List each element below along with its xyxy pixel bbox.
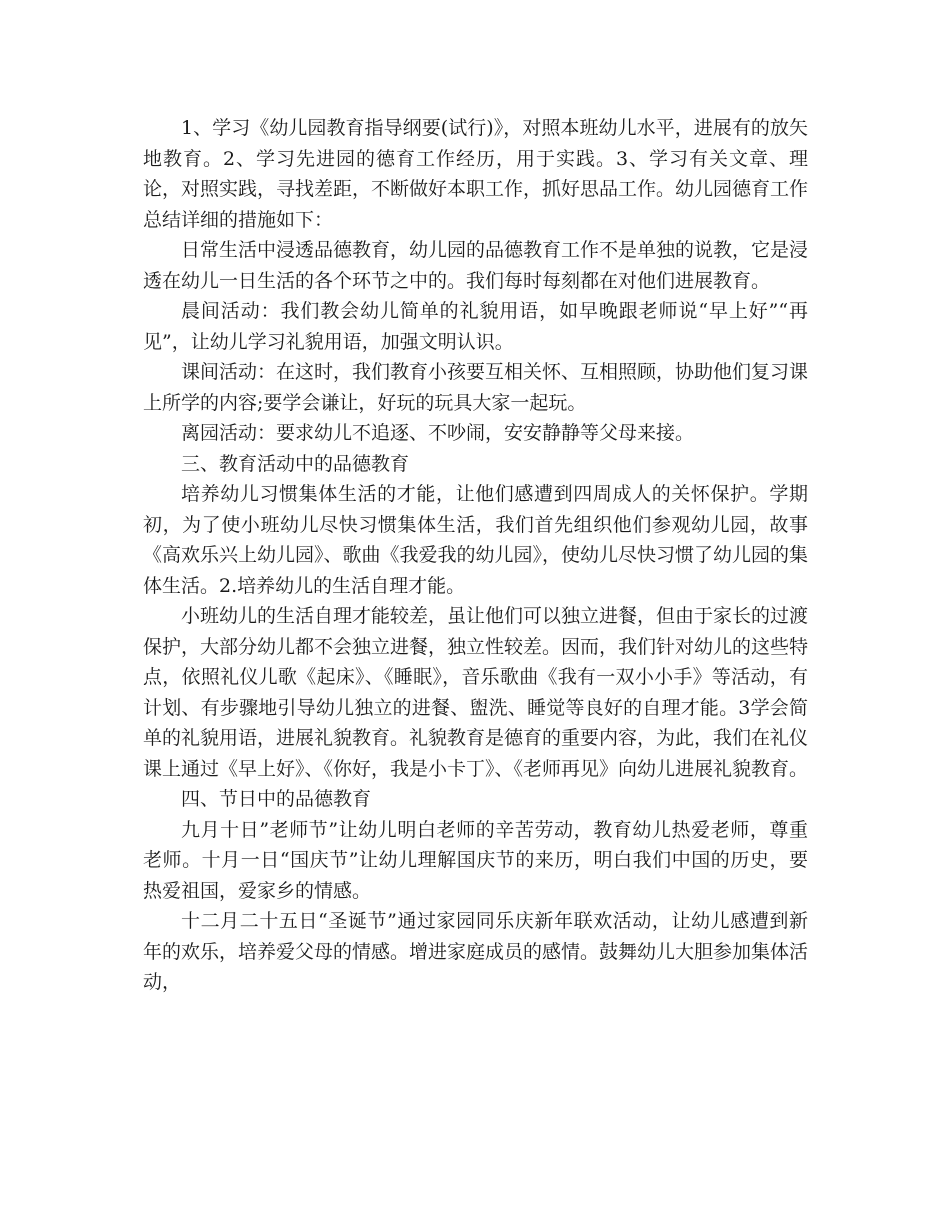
paragraph-collective-life: 培养幼儿习惯集体生活的才能，让他们感遭到四周成人的关怀保护。学期初，为了使小班幼儿尽快习惯集体生活，我们首先组织他们参观幼儿园，故事《高欢乐兴上幼儿园》、歌曲《我爱我的幼儿园》，使幼儿尽快习惯了幼儿园的集体生活。2.培养幼儿的生活自理才能。 xyxy=(143,483,809,597)
document-page xyxy=(143,113,808,998)
paragraph-teachers-day: 九月十日”老师节”让幼儿明白老师的辛苦劳动，教育幼儿热爱老师，尊重老师。十月一日“国庆节”让幼儿理解国庆节的来历，明白我们中国的历史，要热爱祖国，爱家乡的情感。 xyxy=(143,818,808,902)
paragraph-leaving-activity: 离园活动：要求幼儿不追逐、不吵闹，安安静静等父母来接。 xyxy=(181,422,695,444)
paragraph-study-measures: 1、学习《幼儿园教育指导纲要(试行)》，对照本班幼儿水平，进展有的放矢地教育。2、学习先进园的德育工作经历，用于实践。3、学习有关文章、理论，对照实践，寻找差距，不断做好本职工作，抓好思品工作。幼儿园德育工作总结详细的措施如下： xyxy=(143,117,809,231)
paragraph-morning-activity: 晨间活动：我们教会幼儿简单的礼貌用语，如早晚跟老师说“早上好”“再见”，让幼儿学习礼貌用语，加强文明认识。 xyxy=(143,300,808,353)
paragraph-daily-life: 日常生活中浸透品德教育，幼儿园的品德教育工作不是单独的说教，它是浸透在幼儿一日生活的各个环节之中的。我们每时每刻都在对他们进展教育。 xyxy=(143,239,809,292)
section-heading-education-activities: 三、教育活动中的品德教育 xyxy=(181,452,410,475)
paragraph-christmas: 十二月二十五日“圣诞节”通过家园同乐庆新年联欢活动，让幼儿感遭到新年的欢乐，培养爱父母的情感。增进家庭成员的感情。鼓舞幼儿大胆参加集体活动， xyxy=(143,910,809,993)
paragraph-self-care: 小班幼儿的生活自理才能较差，虽让他们可以独立进餐，但由于家长的过渡保护，大部分幼儿都不会独立进餐，独立性较差。因而，我们针对幼儿的这些特点，依照礼仪儿歌《起床》、《睡眠》，音乐歌曲《我有一双小小手》等活动，有计划、有步骤地引导幼儿独立的进餐、盥洗、睡觉等良好的自理才能。3学会简单的礼貌用语，进展礼貌教育。礼貌教育是德育的重要内容，为此，我们在礼仪课上通过《早上好》、《你好，我是小卡丁》、《老师再见》向幼儿进展礼貌教育。 xyxy=(143,605,809,780)
paragraph-break-activity: 课间活动：在这时，我们教育小孩要互相关怀、互相照顾，协助他们复习课上所学的内容;要学会谦让，好玩的玩具大家一起玩。 xyxy=(143,361,809,414)
section-heading-festivals: 四、节日中的品德教育 xyxy=(181,788,372,810)
